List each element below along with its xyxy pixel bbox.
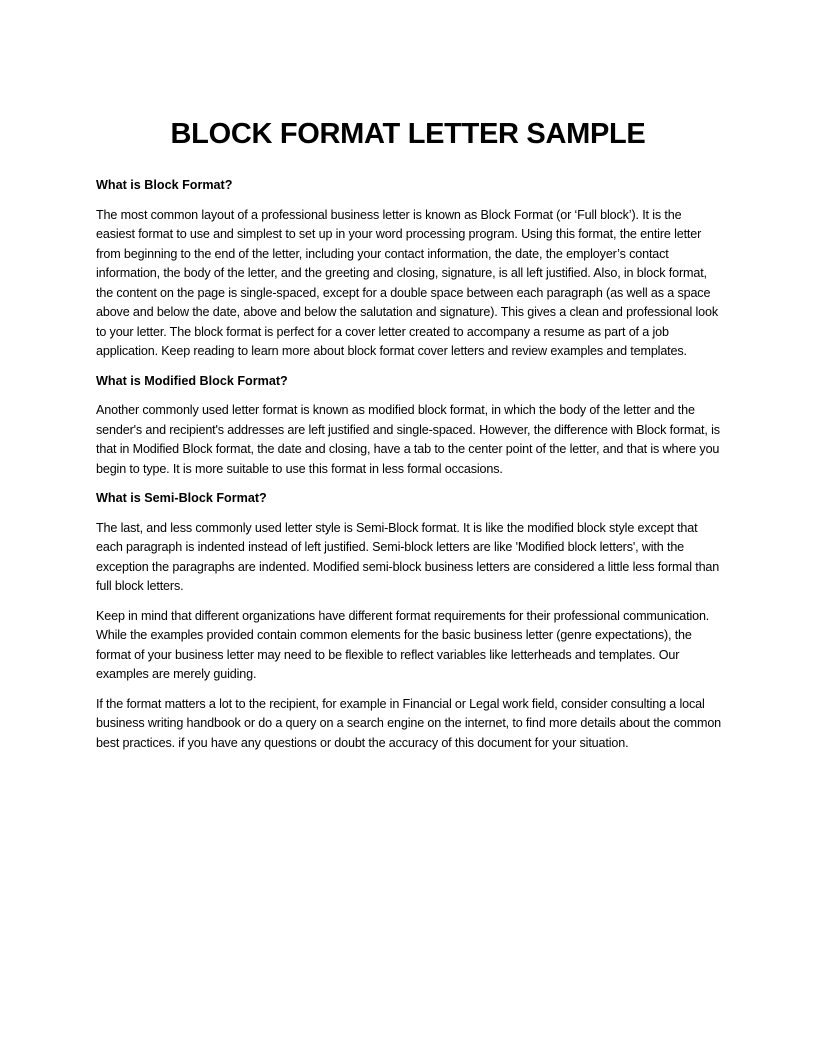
- section-semi-block-format: [96, 489, 722, 753]
- section-block-format: [96, 176, 722, 362]
- paragraph: If the format matters a lot to the recipient, for example in Financial or Legal work field, consider consulting a local business writing handbook or do a query on a search engine on the internet, to find more details about the common best practices. if you have any questions or doubt the accuracy of this document for your situation.: [96, 696, 722, 750]
- paragraph: Keep in mind that different organizations have different format requirements for their professional communication. While the examples provided contain common elements for the basic business letter (genre expectations), the format of your business letter may need to be flexible to reflect variables like letterheads and templates. Our examples are merely guiding.: [96, 608, 710, 681]
- document-body: [96, 176, 722, 763]
- section-modified-block-format: [96, 372, 722, 480]
- section-heading: What is Block Format?: [96, 178, 233, 192]
- paragraph: The last, and less commonly used letter style is Semi-Block format. It is like the modified block style except that each paragraph is indented instead of left justified. Semi-block letters are like 'Modified block letters', with the exception the paragraphs are indented. Modified semi-block business letters are considered a little less formal than full block letters.: [96, 520, 720, 593]
- paragraph: The most common layout of a professional business letter is known as Block Format (or ‘Full block’). It is the easiest format to use and simplest to set up in your word processing program. Using this format, the entire letter from beginning to the end of the letter, including your contact information, the date, the employer’s contact information, the body of the letter, and the greeting and closing, signature, is all left justified. Also, in block format, the content on the page is single-spaced, except for a double space between each paragraph (as well as a space above and below the date, above and below the salutation and signature). This gives a clean and professional look to your letter. The block format is perfect for a cover letter created to accompany a resume as part of a job application. Keep reading to learn more about block format cover letters and review examples and templates.: [96, 207, 719, 358]
- paragraph: Another commonly used letter format is known as modified block format, in which the body of the letter and the sender's and recipient's addresses are left justified and single-spaced. However, the difference with Block format, is that in Modified Block format, the date and closing, have a tab to the center point of the letter, and that is where you begin to type. It is more suitable to use this format in less formal occasions.: [96, 403, 720, 476]
- page-title: BLOCK FORMAT LETTER SAMPLE: [170, 118, 646, 150]
- section-heading: What is Modified Block Format?: [96, 373, 288, 388]
- section-heading: What is Semi-Block Format?: [96, 491, 267, 505]
